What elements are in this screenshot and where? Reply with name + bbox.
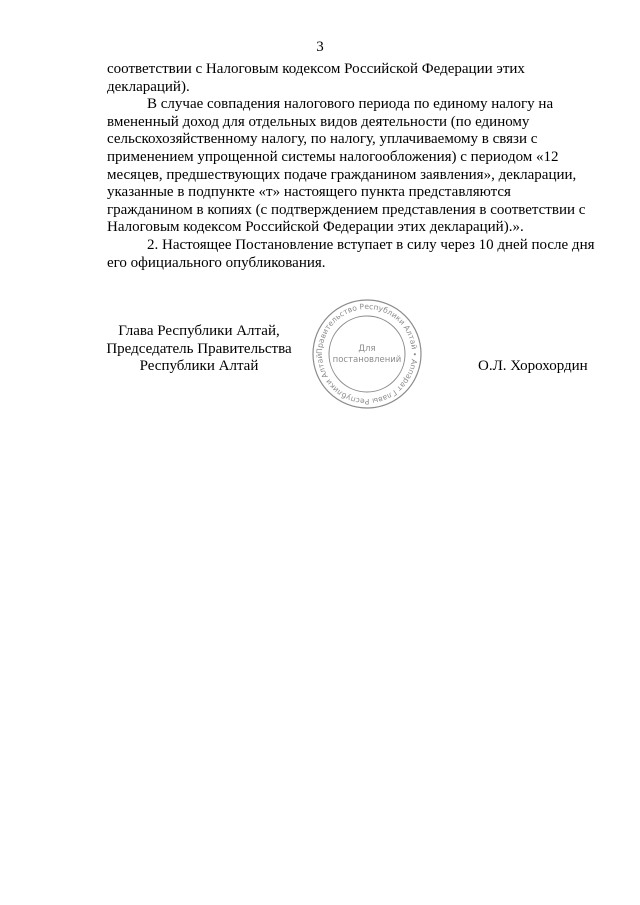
text-line: указанные в подпункте «т» настоящего пункта представляются — [107, 184, 511, 201]
text-line: соответствии с Налоговым кодексом Российской Федерации этих — [107, 61, 525, 77]
position-line: Глава Республики Алтай, — [118, 323, 280, 339]
official-stamp — [311, 298, 423, 410]
document-body — [107, 61, 597, 272]
text-line: деклараций). — [107, 78, 190, 95]
text-line: применением упрощенной системы налогообложения) с периодом «12 — [107, 148, 559, 165]
stamp-center-line: Для — [358, 344, 376, 354]
text-line: 2. Настоящее Постановление вступает в силу через 10 дней после дня — [147, 236, 595, 253]
position-line: Председатель Правительства — [106, 340, 292, 357]
text-line: сельскохозяйственному налогу, по налогу, уплачиваемому в связи с — [107, 131, 538, 148]
page-number: 3 — [316, 39, 324, 55]
text-line: В случае совпадения налогового периода по единому налогу на — [147, 96, 554, 113]
signatory-position — [96, 323, 302, 376]
stamp-inner-ring — [329, 316, 405, 392]
text-line: Налоговым кодексом Российской Федерации этих деклараций).». — [107, 219, 524, 236]
text-line: гражданином в копиях (с подтверждением представления в соответствии с — [107, 201, 586, 218]
signatory-name: О.Л. Хорохордин — [478, 358, 588, 374]
stamp-center-line: постановлений — [332, 355, 402, 365]
paragraph-continuation — [107, 61, 597, 96]
text-line: вмененный доход для отдельных видов деятельности (по единому — [107, 113, 530, 130]
text-line: его официального опубликования. — [107, 254, 326, 271]
paragraph-effective-date — [107, 237, 597, 272]
stamp-ring-text: Правительство Республики Алтай • Аппарат Главы Республики Алтай — [314, 301, 420, 407]
paragraph-tax-period — [107, 96, 597, 237]
position-line: Республики Алтай — [139, 358, 259, 374]
text-line: месяцев, предшествующих подаче гражданином заявления», декларации, — [107, 166, 577, 183]
